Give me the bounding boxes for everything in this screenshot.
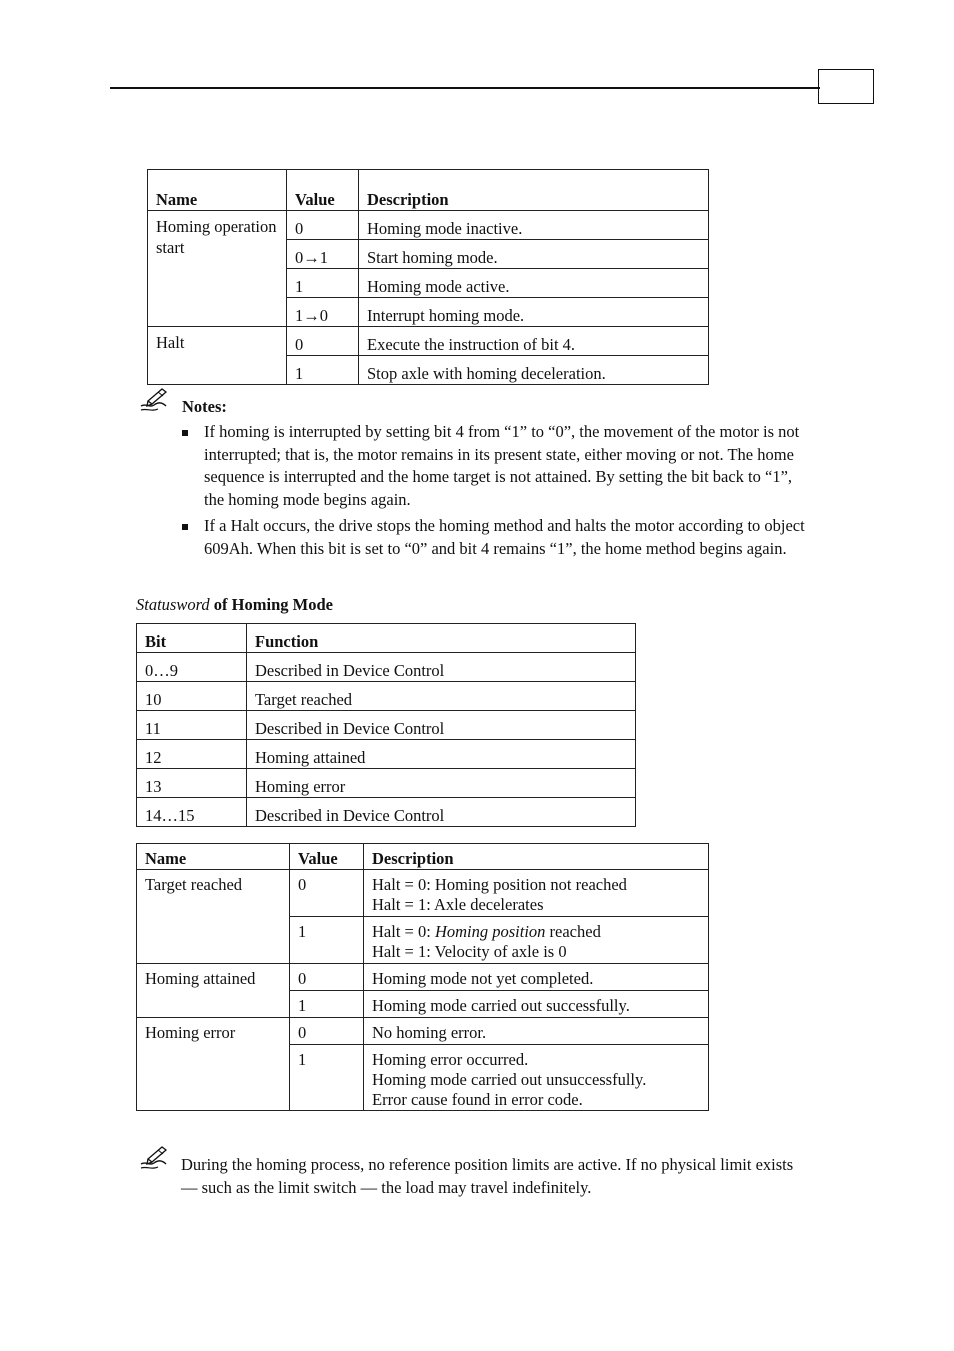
row-value: 0→1	[287, 240, 359, 269]
table-row	[137, 964, 709, 991]
row-description: Homing mode carried out successfully.	[364, 991, 709, 1018]
description-line: Halt = 1: Axle decelerates	[372, 895, 544, 914]
column-header: Value	[290, 844, 364, 870]
caption-bold: of Homing Mode	[209, 595, 333, 614]
row-description: Stop axle with homing deceleration.	[359, 356, 709, 385]
row-value: 0	[290, 964, 364, 991]
row-name: Halt	[148, 327, 287, 385]
column-header: Value	[287, 170, 359, 211]
row-value: 0	[287, 211, 359, 240]
caption-italic: Statusword	[136, 595, 210, 614]
note-text: If a Halt occurs, the drive stops the homing method and halts the motor according to object 609Ah. When this bit is set to “0” and bit 4 remains “1”, the home method begins again.	[204, 516, 805, 558]
description-line: Halt = 1: Velocity of axle is 0	[372, 942, 567, 961]
row-value: 1	[287, 356, 359, 385]
row-description: Homing mode inactive.	[359, 211, 709, 240]
table-row	[137, 870, 709, 917]
row-name: Homing error	[137, 1018, 290, 1111]
function-cell: Homing error	[247, 769, 636, 798]
table-header-row	[137, 844, 709, 870]
table-row	[148, 211, 709, 240]
bullet-square-icon	[182, 430, 188, 436]
table-row	[137, 711, 636, 740]
notes-title: Notes:	[182, 397, 227, 416]
pen-writing-icon	[138, 1144, 172, 1172]
column-header: Description	[364, 844, 709, 870]
description-suffix: reached	[545, 922, 601, 941]
row-description	[364, 917, 709, 964]
column-header: Bit	[137, 624, 247, 653]
controlword-bits-table	[147, 169, 709, 385]
table-row	[137, 1018, 709, 1045]
table-row	[137, 798, 636, 827]
column-header: Name	[137, 844, 290, 870]
row-description: No homing error.	[364, 1018, 709, 1045]
row-value: 0	[290, 1018, 364, 1045]
bit-cell: 10	[137, 682, 247, 711]
row-value: 1	[287, 269, 359, 298]
description-line: Halt = 0: Homing position not reached	[372, 875, 627, 894]
row-name: Homing operation start	[148, 211, 287, 327]
description-line: Error cause found in error code.	[372, 1090, 583, 1109]
table-row	[137, 682, 636, 711]
pen-writing-icon	[138, 386, 172, 414]
row-value: 0	[287, 327, 359, 356]
header-rule	[110, 87, 820, 89]
row-value: 1	[290, 991, 364, 1018]
bullet-square-icon	[182, 524, 188, 530]
description-line: Homing mode carried out unsuccessfully.	[372, 1070, 647, 1089]
row-description: Start homing mode.	[359, 240, 709, 269]
function-cell: Described in Device Control	[247, 653, 636, 682]
table-header-row	[148, 170, 709, 211]
row-value: 1	[290, 917, 364, 964]
table-header-row	[137, 624, 636, 653]
function-cell: Target reached	[247, 682, 636, 711]
row-value: 0	[290, 870, 364, 917]
bit-cell: 13	[137, 769, 247, 798]
row-description	[364, 870, 709, 917]
statusword-bits-table	[136, 623, 636, 827]
page-number-box	[818, 69, 874, 104]
note-text: If homing is interrupted by setting bit 4 from “1” to “0”, the movement of the motor is not interrupted; that is, the motor remains in its present state, either moving or not. The home sequence is interrupted and the home target is not attained. By setting the bit back to “1”, the homing mode begins again.	[204, 422, 800, 509]
bit-cell: 0…9	[137, 653, 247, 682]
description-italic: Homing position	[434, 922, 546, 941]
column-header: Name	[148, 170, 287, 211]
row-value: 1→0	[287, 298, 359, 327]
row-name: Target reached	[137, 870, 290, 964]
row-description: Interrupt homing mode.	[359, 298, 709, 327]
bit-cell: 12	[137, 740, 247, 769]
function-cell: Homing attained	[247, 740, 636, 769]
section-caption	[136, 595, 333, 615]
table-row	[137, 769, 636, 798]
notes-list	[182, 421, 812, 565]
function-cell: Described in Device Control	[247, 711, 636, 740]
description-line: Homing error occurred.	[372, 1050, 529, 1069]
table-row	[148, 327, 709, 356]
row-name: Homing attained	[137, 964, 290, 1018]
statusword-values-table	[136, 843, 709, 1111]
table-row	[137, 653, 636, 682]
row-description: Execute the instruction of bit 4.	[359, 327, 709, 356]
list-item	[182, 515, 812, 560]
description-prefix: Halt = 0:	[372, 922, 435, 941]
bit-cell: 11	[137, 711, 247, 740]
column-header: Function	[247, 624, 636, 653]
bit-cell: 14…15	[137, 798, 247, 827]
table-row	[137, 740, 636, 769]
row-description: Homing mode active.	[359, 269, 709, 298]
row-value: 1	[290, 1045, 364, 1111]
bottom-note-text: During the homing process, no reference position limits are active. If no physical limit exists — such as the limit switch — the load may travel indefinitely.	[181, 1155, 794, 1197]
column-header: Description	[359, 170, 709, 211]
function-cell: Described in Device Control	[247, 798, 636, 827]
list-item	[182, 421, 812, 511]
row-description: Homing mode not yet completed.	[364, 964, 709, 991]
row-description	[364, 1045, 709, 1111]
